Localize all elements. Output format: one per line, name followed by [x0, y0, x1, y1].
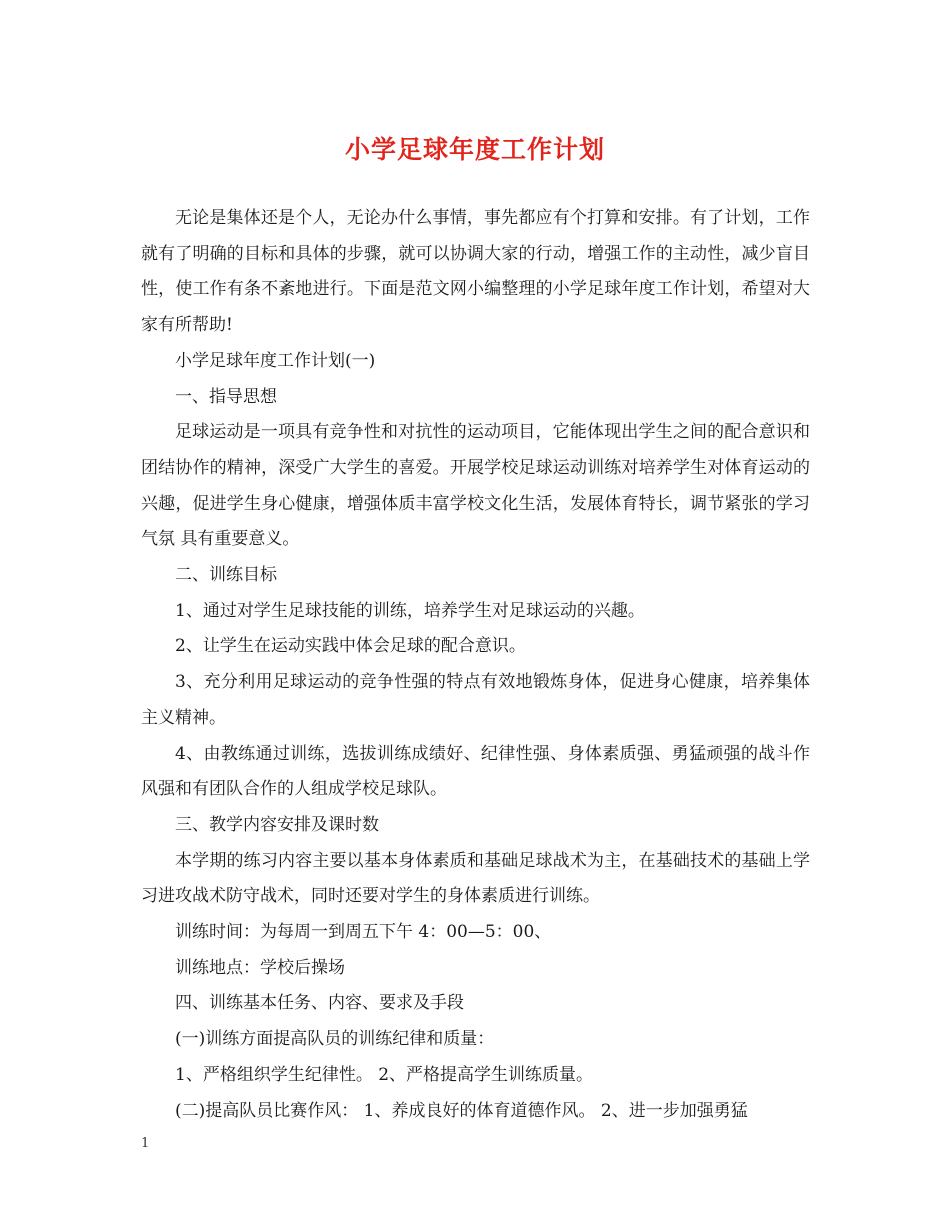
goal-item-3: 3、充分利用足球运动的竞争性强的特点有效地锻炼身体，促进身心健康，培养集体 主义精神。	[141, 672, 810, 728]
goal-item-1: 1、通过对学生足球技能的训练，培养学生对足球运动的兴趣。	[175, 600, 645, 621]
goal-item-4: 4、由教练通过训练，选拔训练成绩好、纪律性强、身体素质强、勇猛顽强的战斗作风强和有团队合作的人组成学校足球队。	[141, 743, 810, 800]
guiding-thought-paragraph: 足球运动是一项具有竞争性和对抗性的运动项目，它能体现出学生之间的配合意识和团结协作的精神，深受广大学生的喜爱。开展学校足球运动训练对培养学生对体育运动的兴趣，促进学生身心健康，增强体质丰富学校文化生活，发展体育特长，调节紧张的学习气氛 具有重要意义。	[141, 422, 810, 550]
section-heading-training-goals: 二、训练目标	[175, 565, 277, 586]
teaching-content-paragraph: 本学期的练习内容主要以基本身体素质和基础足球战术为主，在基础技术的基础上学习进攻战术防守战术，同时还要对学生的身体素质进行训练。	[141, 850, 810, 907]
section-heading-guiding-thought: 一、指导思想	[175, 386, 277, 407]
training-location: 训练地点：学校后操场	[175, 957, 345, 978]
plan-heading: 小学足球年度工作计划(一)	[175, 350, 376, 371]
discipline-items: 1、严格组织学生纪律性。 2、严格提高学生训练质量。	[175, 1064, 594, 1085]
subsection-match-style: (二)提高队员比赛作风： 1、养成良好的体育道德作风。 2、进一步加强勇猛	[175, 1100, 748, 1121]
section-heading-teaching-content: 三、教学内容安排及课时数	[175, 814, 379, 835]
page-number: 1	[141, 1136, 150, 1151]
subsection-training-discipline: (一)训练方面提高队员的训练纪律和质量：	[175, 1029, 495, 1050]
goal-item-2: 2、让学生在运动实践中体会足球的配合意识。	[175, 636, 526, 657]
document-title: 小学足球年度工作计划	[344, 135, 605, 164]
section-heading-basic-tasks: 四、训练基本任务、内容、要求及手段	[175, 993, 464, 1014]
document-body	[141, 201, 810, 1129]
training-time: 训练时间：为每周一到周五下午 4：00—5：00、	[175, 922, 552, 943]
intro-paragraph: 无论是集体还是个人，无论办什么事情，事先都应有个打算和安排。有了计划，工作就有了明确的目标和具体的步骤，就可以协调大家的行动，增强工作的主动性，减少盲目性，使工作有条不紊地进行。下面是范文网小编整理的小学足球年度工作计划，希望对大家有所帮助!	[141, 208, 810, 336]
